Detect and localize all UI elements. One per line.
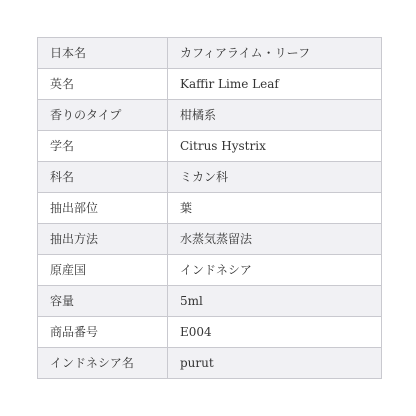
spec-label: 抽出部位	[38, 193, 168, 224]
spec-value: カフィアライム・リーフ	[168, 38, 382, 69]
spec-row-scent-type	[38, 100, 382, 131]
spec-row-product-number	[38, 317, 382, 348]
spec-row-scientific-name	[38, 131, 382, 162]
spec-label: 原産国	[38, 255, 168, 286]
spec-row-origin	[38, 255, 382, 286]
spec-value: Kaffir Lime Leaf	[168, 69, 382, 100]
spec-value: ミカン科	[168, 162, 382, 193]
spec-row-english-name	[38, 69, 382, 100]
spec-row-volume	[38, 286, 382, 317]
spec-label: インドネシア名	[38, 348, 168, 379]
spec-row-japanese-name	[38, 38, 382, 69]
spec-row-indonesian-name	[38, 348, 382, 379]
spec-value: 水蒸気蒸留法	[168, 224, 382, 255]
spec-value: 柑橘系	[168, 100, 382, 131]
spec-label: 学名	[38, 131, 168, 162]
spec-value: E004	[168, 317, 382, 348]
spec-label: 容量	[38, 286, 168, 317]
spec-row-family	[38, 162, 382, 193]
spec-value: インドネシア	[168, 255, 382, 286]
spec-label: 日本名	[38, 38, 168, 69]
spec-value: 葉	[168, 193, 382, 224]
spec-value: 5ml	[168, 286, 382, 317]
spec-label: 英名	[38, 69, 168, 100]
spec-label: 商品番号	[38, 317, 168, 348]
spec-label: 抽出方法	[38, 224, 168, 255]
spec-value: purut	[168, 348, 382, 379]
spec-row-extraction-method	[38, 224, 382, 255]
spec-row-extraction-part	[38, 193, 382, 224]
spec-value: Citrus Hystrix	[168, 131, 382, 162]
spec-label: 科名	[38, 162, 168, 193]
spec-label: 香りのタイプ	[38, 100, 168, 131]
product-spec-table	[37, 37, 382, 379]
